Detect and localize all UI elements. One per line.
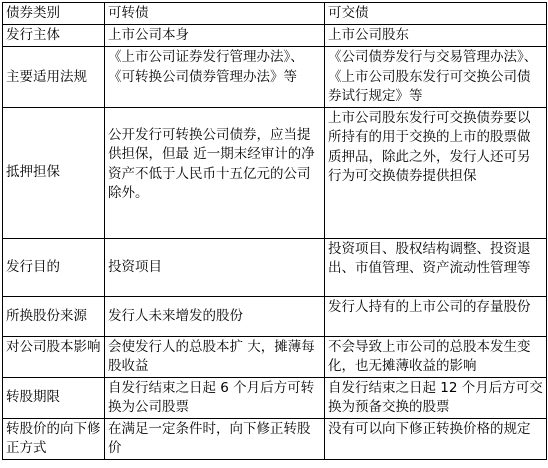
row-exchangeable: 投资项目、股权结构调整、投资退出、市值管理、资产流动性管理等 (325, 238, 547, 296)
row-exchangeable: 发行人持有的上市公司的存量股份 (325, 296, 547, 336)
row-exchangeable: 上市公司股东发行可交换债券要以所持有的用于交换的上市的股票做质押品，除此之外，发行人还可另行为可交换债券提供担保 (325, 107, 547, 238)
row-category: 对公司股本影响 (3, 336, 105, 377)
header-category: 债券类别 (3, 3, 105, 25)
row-convertible: 发行人未来增发的股份 (105, 296, 325, 336)
header-convertible: 可转债 (105, 3, 325, 25)
table-row (3, 238, 547, 296)
row-convertible: 会使发行人的总股本扩 大，摊薄每股收益 (105, 336, 325, 377)
row-category: 发行目的 (3, 238, 105, 296)
table-row (3, 296, 547, 336)
row-category: 发行主体 (3, 25, 105, 47)
header-exchangeable: 可交债 (325, 3, 547, 25)
row-convertible: 自发行结束之日起 6 个月后方可转换为公司股票 (105, 377, 325, 418)
row-convertible: 投资项目 (105, 238, 325, 296)
row-category: 主要适用法规 (3, 47, 105, 108)
row-exchangeable: 自发行结束之日起 12 个月后方可交换为预备交换的股票 (325, 377, 547, 418)
table-header-row (3, 3, 547, 25)
row-category: 转股期限 (3, 377, 105, 418)
row-category: 转股价的向下修正方式 (3, 418, 105, 459)
row-category: 抵押担保 (3, 107, 105, 238)
table-row (3, 418, 547, 459)
table-row (3, 336, 547, 377)
table-row (3, 47, 547, 108)
row-exchangeable: 《公司债券发行与交易管理办法》、《上市公司股东发行可交换公司债券试行规定》等 (325, 47, 547, 108)
row-category: 所换股份来源 (3, 296, 105, 336)
table-row (3, 107, 547, 238)
table-row (3, 377, 547, 418)
row-convertible: 上市公司本身 (105, 25, 325, 47)
row-exchangeable: 不会导致上市公司的总股本发生变化，也无摊薄收益的影响 (325, 336, 547, 377)
row-exchangeable: 没有可以向下修正转换价格的规定 (325, 418, 547, 459)
comparison-table (2, 2, 547, 460)
row-convertible: 在满足一定条件时，向下修正转股价 (105, 418, 325, 459)
row-convertible: 公开发行可转换公司债券，应当提供担保，但最 近一期末经审计的净资产不低于人民币十五亿元的公司除外。 (105, 107, 325, 238)
row-convertible: 《上市公司证券发行管理办法》、《可转换公司债券管理办法》等 (105, 47, 325, 108)
table-row (3, 25, 547, 47)
row-exchangeable: 上市公司股东 (325, 25, 547, 47)
